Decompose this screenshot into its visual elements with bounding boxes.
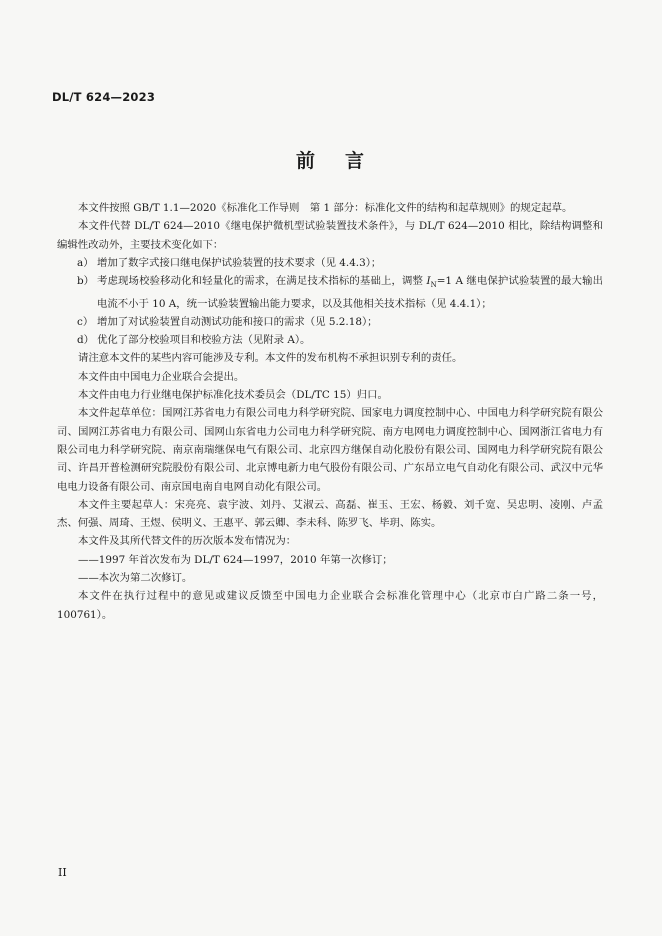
- history-item: ——本次为第二次修订。: [78, 572, 193, 585]
- foreword-body: [57, 199, 603, 624]
- list-item-text: 增加了数字式接口继电保护试验装置的技术要求（见 4.4.3）；: [97, 256, 382, 269]
- history-item: ——1997 年首次发布为 DL/T 624—1997，2010 年第一次修订；: [78, 553, 393, 566]
- title-char-1: 前: [295, 150, 317, 172]
- title-char-2: 言: [345, 150, 367, 172]
- paragraph-drafting-rules: 本文件按照 GB/T 1.1—2020《标准化工作导则 第 1 部分：标准化文件的结构和起草规则》的规定起草。: [78, 202, 573, 214]
- paragraph-feedback: 本文件在执行过程中的意见或建议反馈至中国电力企业联合会标准化管理中心（北京市白广路二条一号，100761）。: [57, 590, 603, 621]
- list-item: [57, 254, 603, 272]
- paragraph-drafting-units: 本文件起草单位：国网江苏省电力有限公司电力科学研究院、国家电力调度控制中心、中国电力科学研究院有限公司、国网江苏省电力有限公司、国网山东省电力公司电力科学研究院、南方电网电力调度控制中心、国网浙江省电力有限公司电力科学研究院、南京南瑞继保电气有限公司、北京四方继保自动化股份有限公司、国网电力科学研究院有限公司、许昌开普检测研究院股份有限公司、北京博电新力电气股份有限公司、广东昂立电气自动化有限公司、武汉中元华电电力设备有限公司、南京国电南自电网自动化有限公司。: [57, 407, 603, 493]
- list-item-text-after: =1 A 继电保护试验装置的最大输出电流不小于 10 A，统一试验装置输出能力要求，以及其他相关技术指标（见 4.4.1）；: [97, 275, 603, 310]
- current-symbol: I: [426, 275, 431, 288]
- paragraph-replaces: 本文件代替 DL/T 624—2010《继电保护微机型试验装置技术条件》，与 DL/T 624—2010 相比，除结构调整和编辑性改动外，主要技术变化如下：: [57, 220, 603, 251]
- paragraph-history-intro: 本文件及其所代替文件的历次版本发布情况为：: [78, 535, 297, 548]
- list-item-text-before: 考虑现场校验移动化和轻量化的需求，在满足技术指标的基础上，调整: [97, 275, 427, 288]
- list-item-text: 增加了对试验装置自动测试功能和接口的需求（见 5.2.18）；: [97, 315, 378, 328]
- page-number: II: [58, 866, 67, 879]
- list-item-label: a）: [77, 256, 94, 269]
- paragraph-committee: 本文件由电力行业继电保护标准化技术委员会（DL/TC 15）归口。: [78, 389, 388, 402]
- list-item: [57, 313, 603, 331]
- list-item: [57, 272, 603, 313]
- list-item-label: c）: [77, 315, 94, 328]
- page-title: [0, 146, 662, 173]
- standard-code: DL/T 624—2023: [52, 90, 156, 104]
- list-item-text: 优化了部分校验项目和校验方法（见附录 A）。: [97, 334, 311, 347]
- paragraph-proposer: 本文件由中国电力企业联合会提出。: [78, 370, 245, 383]
- current-subscript: N: [430, 281, 437, 290]
- list-item-label: d）: [77, 334, 95, 347]
- paragraph-patent: 请注意本文件的某些内容可能涉及专利。本文件的发布机构不承担识别专利的责任。: [78, 352, 463, 365]
- list-item-label: b）: [77, 275, 95, 288]
- paragraph-drafters: 本文件主要起草人：宋亮亮、袁宇波、刘丹、艾淑云、高磊、崔玉、王宏、杨毅、刘千宽、吴忠明、凌刚、卢孟杰、何强、周琦、王煜、侯明义、王惠平、郭云卿、李未科、陈罗飞、毕玥、陈实。: [57, 498, 603, 530]
- list-item: [57, 331, 603, 349]
